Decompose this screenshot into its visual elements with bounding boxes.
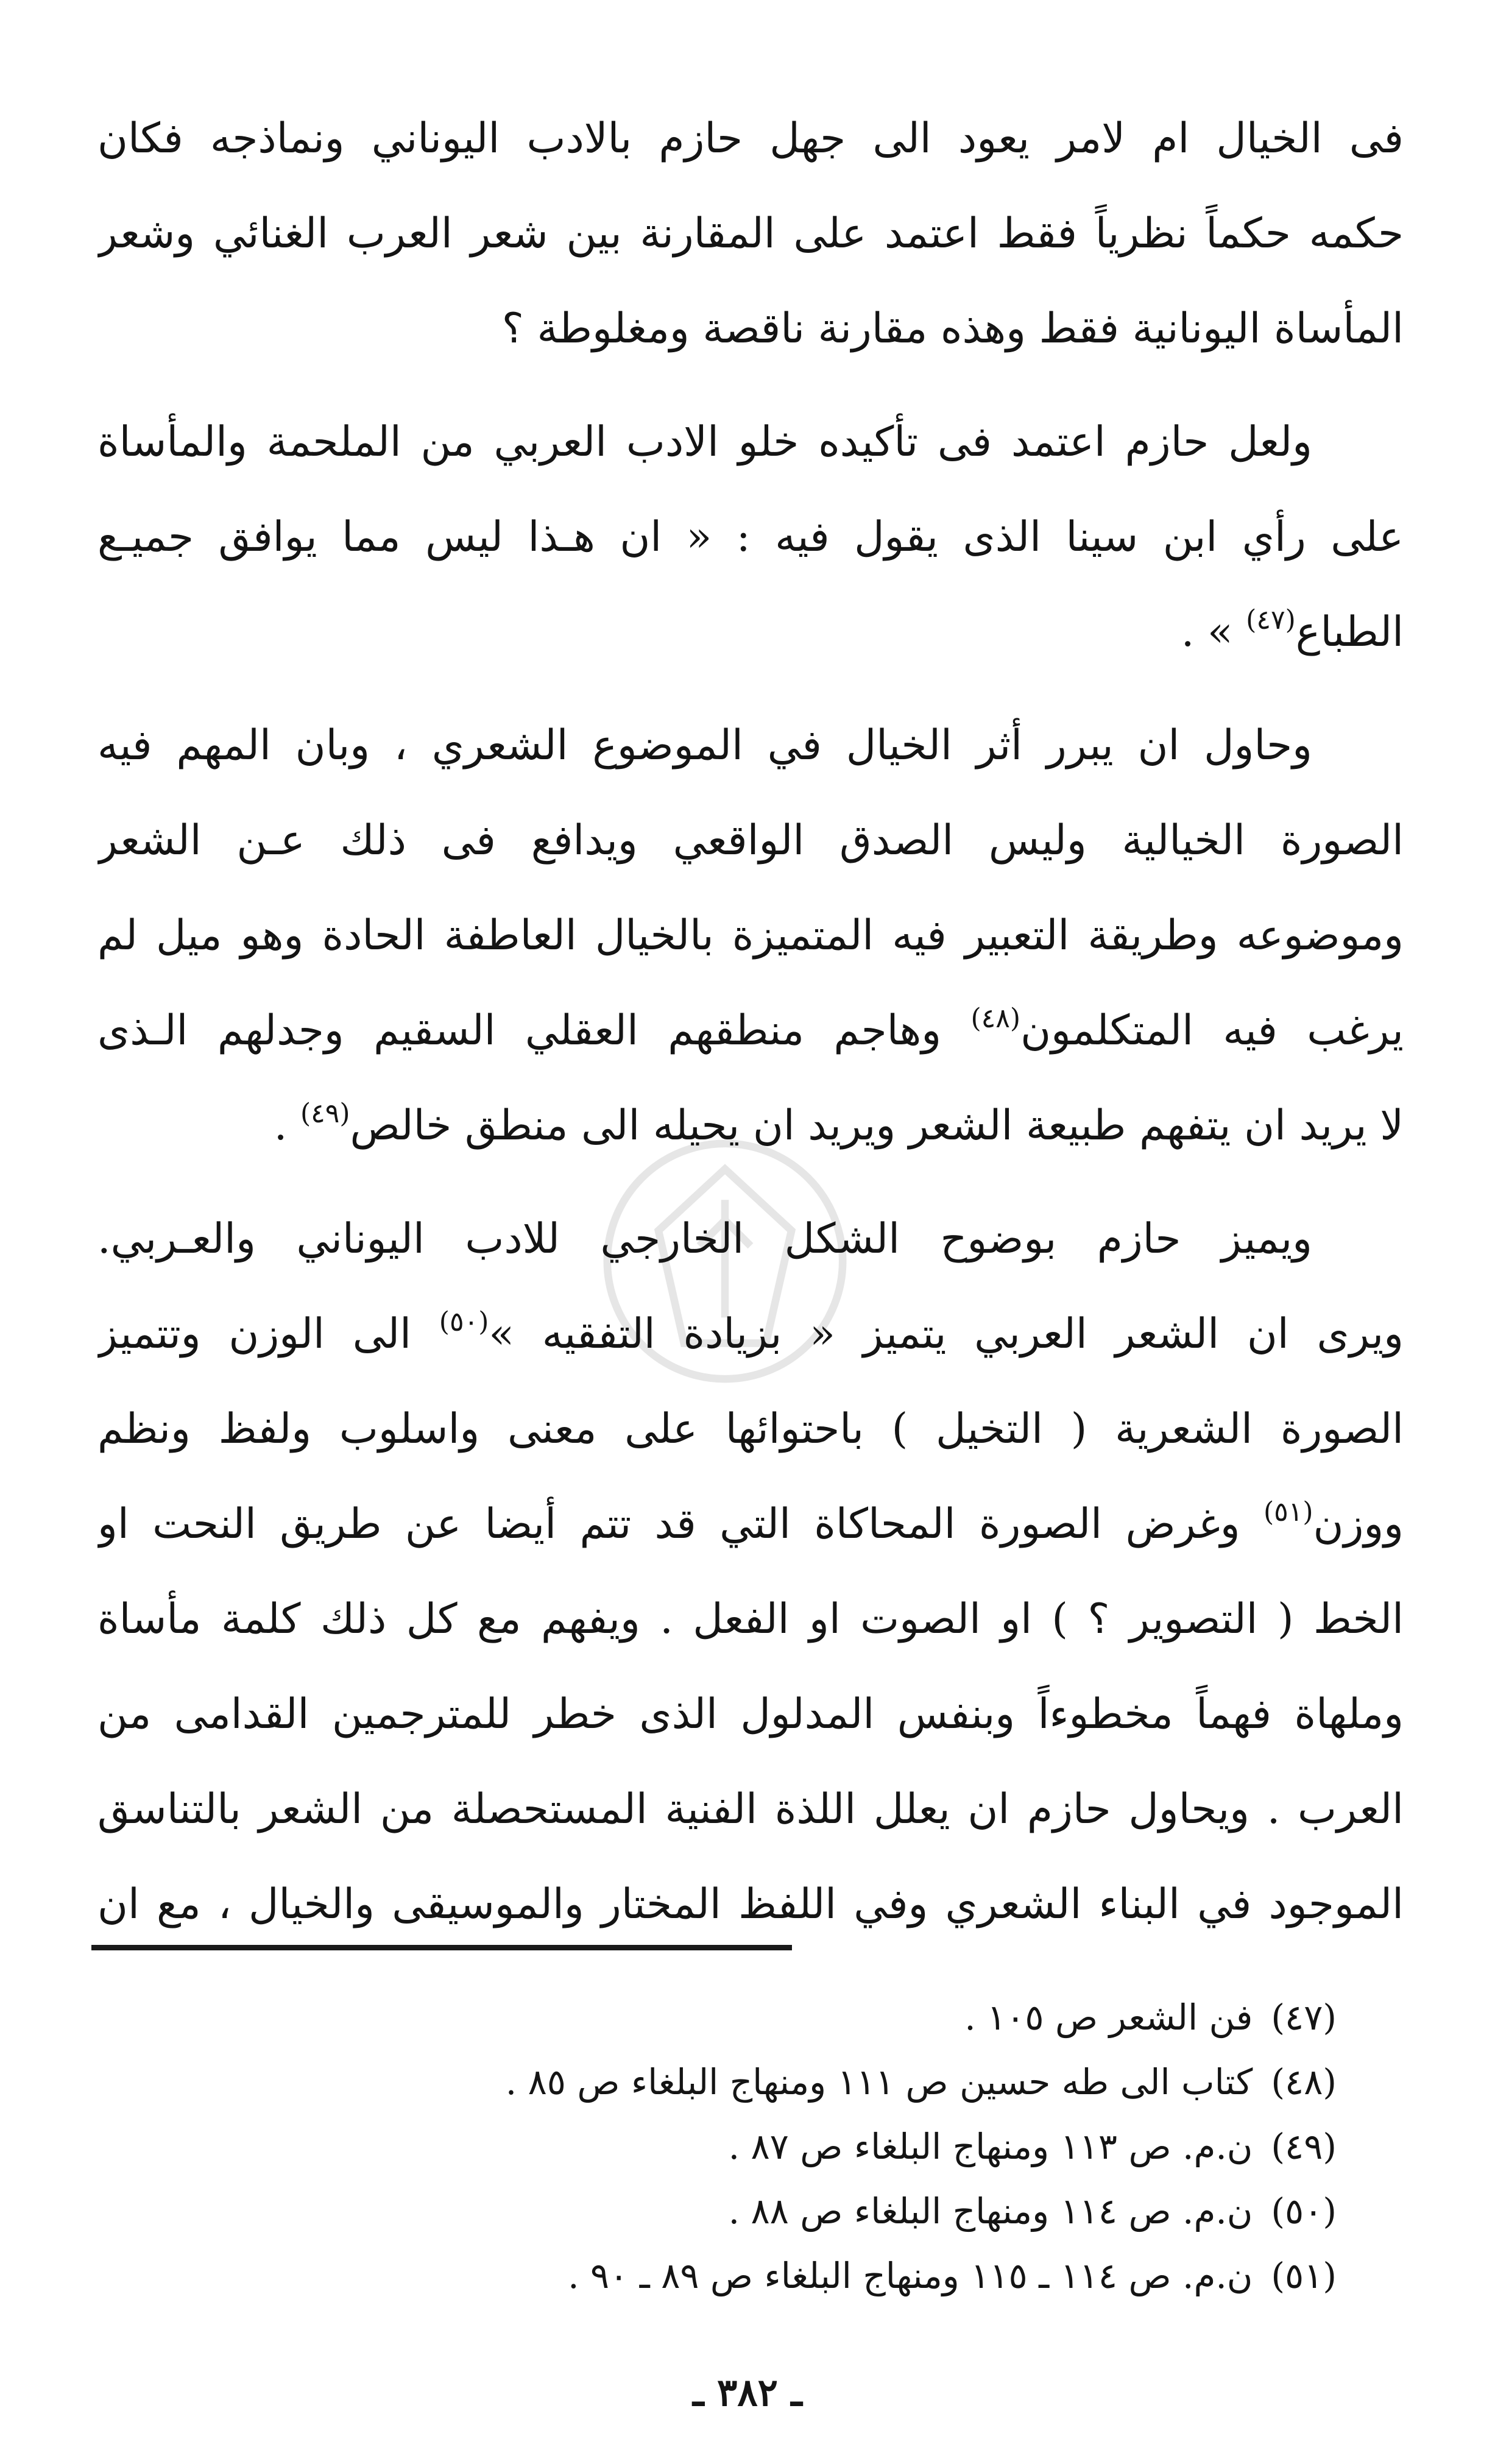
footnote-number: (٤٩) bbox=[1271, 2126, 1337, 2167]
text-line bbox=[97, 1667, 1404, 1762]
line-text: على رأي ابن سينا الذى يقول فيه : « ان هـذا ليس مما يوافق جميـع bbox=[97, 513, 1404, 561]
paragraph-2 bbox=[97, 395, 1404, 680]
line-text: لا يريد ان يتفهم طبيعة الشعر ويريد ان يحيله الى منطق خالص bbox=[350, 1102, 1404, 1150]
footnote-item bbox=[179, 2050, 1337, 2114]
line-text: ووزن bbox=[1313, 1500, 1404, 1548]
text-line bbox=[97, 585, 1404, 680]
body-text bbox=[97, 91, 1404, 1970]
text-line bbox=[97, 983, 1404, 1078]
footnotes bbox=[179, 1985, 1337, 2308]
footnote-item bbox=[179, 2114, 1337, 2179]
line-text: فى الخيال ام لامر يعود الى جهل حازم بالادب اليوناني ونماذجه فكان bbox=[97, 115, 1404, 163]
paragraph-4 bbox=[97, 1192, 1404, 1952]
line-text: وموضوعه وطريقة التعبير فيه المتميزة بالخيال العاطفة الحادة وهو ميل لم bbox=[97, 912, 1404, 960]
page-number: ـ ٣٨٢ ـ bbox=[693, 2370, 802, 2415]
footnote-separator bbox=[91, 1945, 792, 1950]
footnote-number: (٥١) bbox=[1271, 2255, 1337, 2296]
footnote-item bbox=[179, 2243, 1337, 2308]
footnote-text: ن.م. ص ١١٣ ومنهاج البلغاء ص ٨٧ . bbox=[728, 2126, 1253, 2167]
footnote-ref[interactable]: (٥٠) bbox=[439, 1306, 489, 1337]
text-line bbox=[97, 1857, 1404, 1952]
line-text: ويميز حازم بوضوح الشكل الخارجي للادب اليوناني والعـربي. bbox=[97, 1215, 1312, 1263]
footnote-ref[interactable]: (٤٩) bbox=[300, 1098, 350, 1129]
line-text-after: . bbox=[274, 1102, 300, 1150]
line-text-after: » . bbox=[1181, 608, 1246, 656]
line-text: الصورة الشعرية ( التخيل ) باحتوائها على معنى واسلوب ولفظ ونظم bbox=[97, 1405, 1404, 1453]
line-text: الصورة الخيالية وليس الصدق الواقعي ويدافع فى ذلك عـن الشعر bbox=[97, 816, 1404, 865]
line-text-after: وهاجم منطقهم العقلي السقيم وجدلهم الـذى bbox=[97, 1007, 971, 1055]
text-line bbox=[97, 490, 1404, 585]
footnote-text: ن.م. ص ١١٤ ومنهاج البلغاء ص ٨٨ . bbox=[728, 2190, 1253, 2232]
line-text: وملهاة فهماً مخطوءاً وبنفس المدلول الذى خطر للمترجمين القدامى من bbox=[97, 1690, 1404, 1738]
text-line bbox=[97, 888, 1404, 983]
text-line bbox=[97, 1762, 1404, 1857]
text-line bbox=[97, 1477, 1404, 1572]
text-line bbox=[97, 1382, 1404, 1477]
line-text-after: الى الوزن وتتميز bbox=[97, 1310, 439, 1358]
line-text: العرب . ويحاول حازم ان يعلل اللذة الفنية المستحصلة من الشعر بالتناسق bbox=[97, 1785, 1404, 1833]
text-line bbox=[97, 1572, 1404, 1667]
line-text: وحاول ان يبرر أثر الخيال في الموضوع الشعري ، وبان المهم فيه bbox=[97, 721, 1312, 770]
footnote-ref[interactable]: (٤٨) bbox=[970, 1003, 1021, 1034]
footnote-number: (٤٧) bbox=[1271, 1997, 1337, 2038]
line-text: يرغب فيه المتكلمون bbox=[1020, 1007, 1404, 1055]
text-line bbox=[97, 793, 1404, 888]
footnote-text: كتاب الى طه حسين ص ١١١ ومنهاج البلغاء ص ٨٥ . bbox=[505, 2061, 1253, 2103]
text-line bbox=[97, 186, 1404, 281]
footnote-item bbox=[179, 1985, 1337, 2050]
text-line bbox=[97, 698, 1404, 793]
line-text: ولعل حازم اعتمد فى تأكيده خلو الادب العربي من الملحمة والمأساة bbox=[97, 418, 1312, 466]
text-line bbox=[97, 91, 1404, 186]
line-text: الخط ( التصوير ؟ ) او الصوت او الفعل . ويفهم مع كل ذلك كلمة مأساة bbox=[97, 1595, 1404, 1643]
line-text: ويرى ان الشعر العربي يتميز « بزيادة التفقيه » bbox=[489, 1310, 1404, 1358]
line-text: حكمه حكماً نظرياً فقط اعتمد على المقارنة بين شعر العرب الغنائي وشعر bbox=[97, 210, 1404, 258]
line-text: المأساة اليونانية فقط وهذه مقارنة ناقصة ومغلوطة ؟ bbox=[501, 305, 1404, 353]
text-line bbox=[97, 395, 1404, 490]
footnote-ref[interactable]: (٥١) bbox=[1263, 1496, 1313, 1528]
text-line bbox=[97, 1078, 1404, 1174]
footnote-text: ن.م. ص ١١٤ ـ ١١٥ ومنهاج البلغاء ص ٨٩ ـ ٩٠ . bbox=[568, 2255, 1253, 2296]
line-text-after: وغرض الصورة المحاكاة التي قد تتم أيضا عن طريق النحت او bbox=[97, 1500, 1264, 1548]
text-line bbox=[97, 281, 1404, 377]
line-text: الموجود في البناء الشعري وفي اللفظ المختار والموسيقى والخيال ، مع ان bbox=[97, 1880, 1404, 1928]
footnote-number: (٤٨) bbox=[1271, 2061, 1337, 2103]
footnote-number: (٥٠) bbox=[1271, 2190, 1337, 2232]
text-line bbox=[97, 1192, 1404, 1287]
footnote-ref[interactable]: (٤٧) bbox=[1246, 604, 1296, 635]
footnote-item bbox=[179, 2179, 1337, 2243]
paragraph-1 bbox=[97, 91, 1404, 377]
paragraph-3 bbox=[97, 698, 1404, 1174]
footnote-text: فن الشعر ص ١٠٥ . bbox=[964, 1997, 1253, 2038]
text-line bbox=[97, 1287, 1404, 1382]
line-text: الطباع bbox=[1295, 608, 1404, 656]
